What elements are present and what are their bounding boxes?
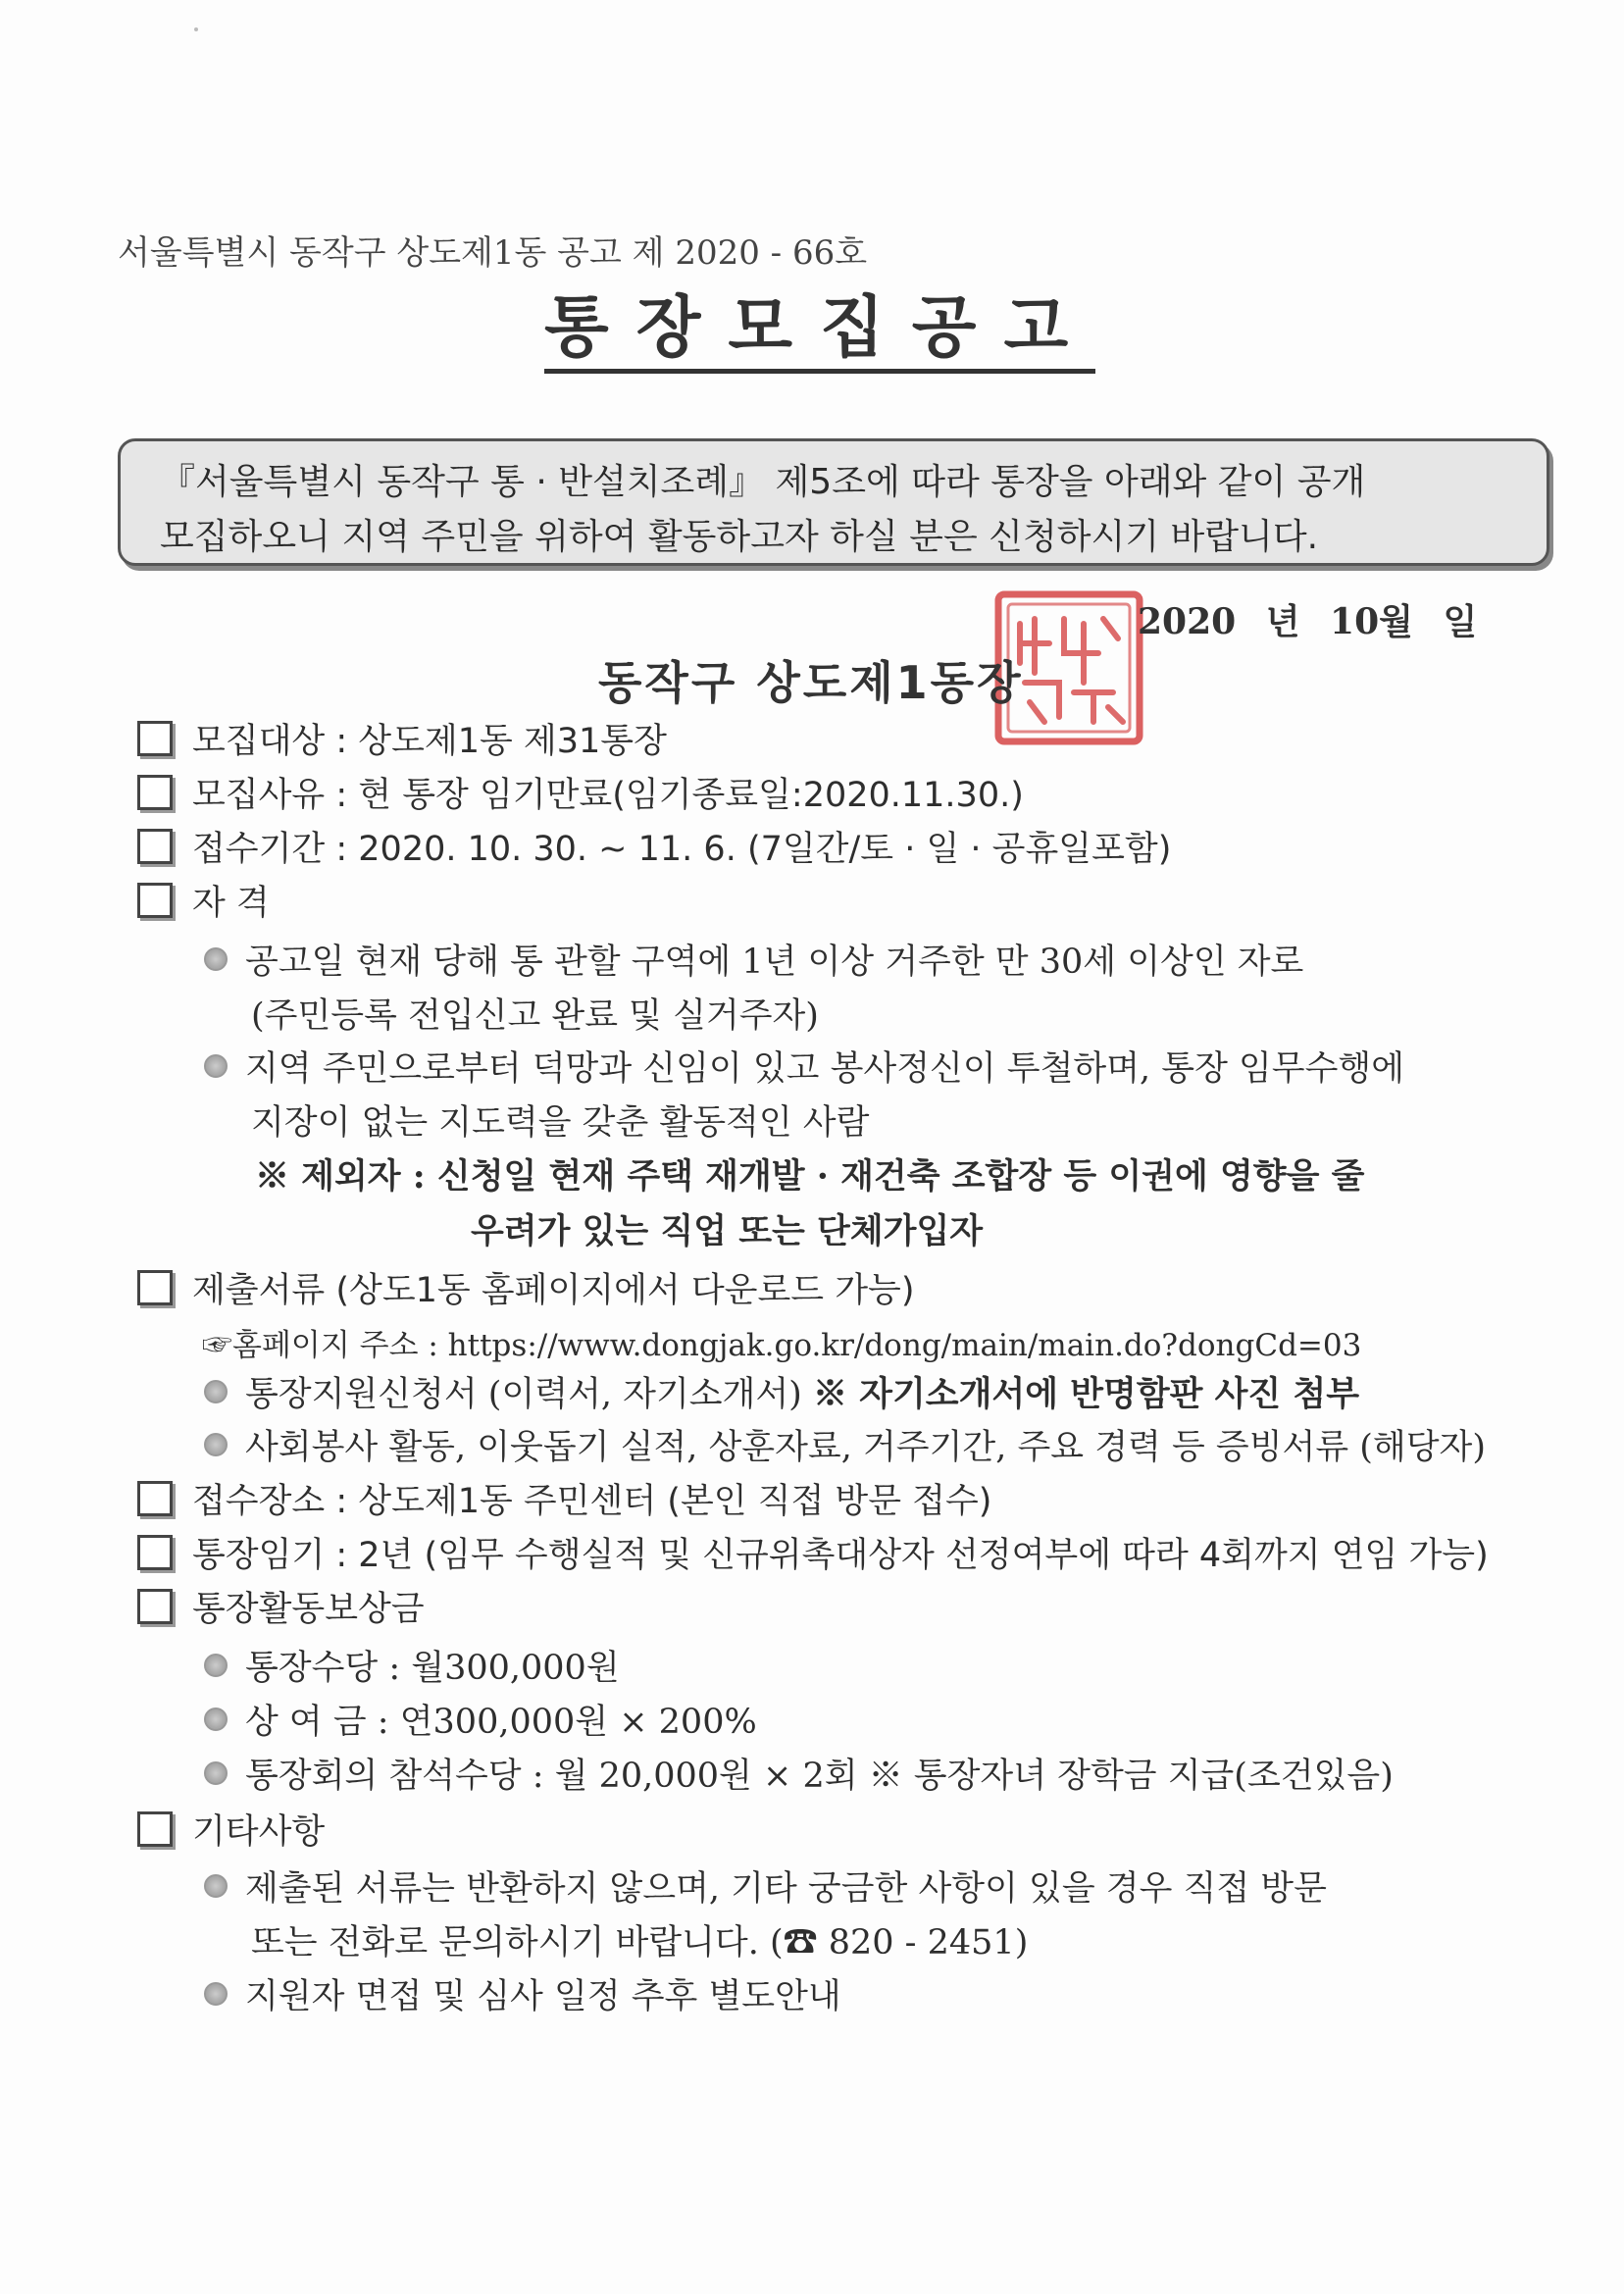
issuer: 동작구 상도제1동장 bbox=[598, 656, 1024, 709]
bullet-icon bbox=[204, 1433, 228, 1456]
checkbox-icon bbox=[137, 1270, 173, 1305]
bullet-icon bbox=[204, 1761, 228, 1785]
qualification-line: 공고일 현재 당해 통 관할 구역에 1년 이상 거주한 만 30세 이상인 자로 bbox=[204, 935, 1303, 984]
compensation-line: 통장수당 : 월300,000원 bbox=[204, 1641, 620, 1690]
checkbox-icon bbox=[137, 829, 173, 864]
bullet-icon bbox=[204, 1874, 228, 1898]
checkbox-icon bbox=[137, 883, 173, 918]
list-item: 모집사유 : 현 통장 임기만료(임기종료일:2020.11.30.) bbox=[137, 768, 1024, 817]
page-title: 통장모집공고 bbox=[544, 290, 1095, 374]
bullet-icon bbox=[204, 1982, 228, 2006]
intro-line-1: 『서울특별시 동작구 통 · 반설치조례』 제5조에 따라 통장을 아래와 같이 공개 bbox=[160, 462, 1366, 502]
document-line: 통장지원신청서 (이력서, 자기소개서) ※ 자기소개서에 반명함판 사진 첨부 bbox=[204, 1367, 1359, 1416]
list-item: 제출서류 (상도1동 홈페이지에서 다운로드 가능) bbox=[137, 1263, 914, 1312]
bullet-icon bbox=[204, 1708, 228, 1731]
list-item: 기타사항 bbox=[137, 1805, 325, 1854]
list-item: 접수장소 : 상도제1동 주민센터 (본인 직접 방문 접수) bbox=[137, 1474, 991, 1523]
checkbox-icon bbox=[137, 1589, 173, 1624]
qualification-line: 지역 주민으로부터 덕망과 신임이 있고 봉사정신이 투철하며, 통장 임무수행에 bbox=[204, 1042, 1404, 1091]
list-item: 모집대상 : 상도제1동 제31통장 bbox=[137, 714, 667, 763]
checkbox-icon bbox=[137, 775, 173, 810]
bullet-icon bbox=[204, 1380, 228, 1403]
bullet-icon bbox=[204, 1654, 228, 1677]
qualification-line: 지장이 없는 지도력을 갖춘 활동적인 사람 bbox=[251, 1103, 870, 1143]
list-item: 접수기간 : 2020. 10. 30. ~ 11. 6. (7일간/토 · 일 · 공휴일포함) bbox=[137, 822, 1171, 871]
document-line: 사회봉사 활동, 이웃돕기 실적, 상훈자료, 거주기간, 주요 경력 등 증빙서류 (해당자) bbox=[204, 1420, 1486, 1469]
exclusion-note: ※ 제외자 : 신청일 현재 주택 재개발 · 재건축 조합장 등 이권에 영향을 줄 bbox=[255, 1156, 1365, 1197]
list-item: 통장임기 : 2년 (임무 수행실적 및 신규위촉대상자 선정여부에 따라 4회까지 연임 가능) bbox=[137, 1528, 1489, 1577]
checkbox-icon bbox=[137, 1811, 173, 1847]
other-line: 제출된 서류는 반환하지 않으며, 기타 궁금한 사항이 있을 경우 직접 방문 bbox=[204, 1861, 1327, 1911]
other-line: 또는 전화로 문의하시기 바랍니다. (☎ 820 - 2451) bbox=[251, 1923, 1029, 1963]
notice-date: 2020 년 10월 일 bbox=[1138, 601, 1478, 642]
intro-line-2: 모집하오니 지역 주민을 위하여 활동하고자 하실 분은 신청하시기 바랍니다. bbox=[160, 517, 1319, 557]
scan-speck bbox=[194, 27, 198, 31]
list-item: 자 격 bbox=[137, 876, 270, 925]
qualification-line: (주민등록 전입신고 완료 및 실거주자) bbox=[251, 996, 819, 1036]
checkbox-icon bbox=[137, 721, 173, 756]
checkbox-icon bbox=[137, 1481, 173, 1516]
homepage-address: ☞홈페이지 주소 : https://www.dongjak.go.kr/dong/main/main.do?dongCd=03 bbox=[202, 1328, 1362, 1363]
list-item: 통장활동보상금 bbox=[137, 1582, 425, 1631]
notice-number: 서울특별시 동작구 상도제1동 공고 제 2020 - 66호 bbox=[118, 233, 868, 273]
compensation-line: 통장회의 참석수당 : 월 20,000원 × 2회 ※ 통장자녀 장학금 지급(조건있음) bbox=[204, 1749, 1394, 1798]
compensation-line: 상 여 금 : 연300,000원 × 200% bbox=[204, 1695, 757, 1744]
other-line: 지원자 면접 및 심사 일정 추후 별도안내 bbox=[204, 1969, 841, 2018]
exclusion-note: 우려가 있는 직업 또는 단체가입자 bbox=[471, 1211, 984, 1251]
checkbox-icon bbox=[137, 1535, 173, 1570]
intro-box bbox=[118, 438, 1549, 566]
bullet-icon bbox=[204, 1054, 228, 1078]
bullet-icon bbox=[204, 947, 228, 971]
